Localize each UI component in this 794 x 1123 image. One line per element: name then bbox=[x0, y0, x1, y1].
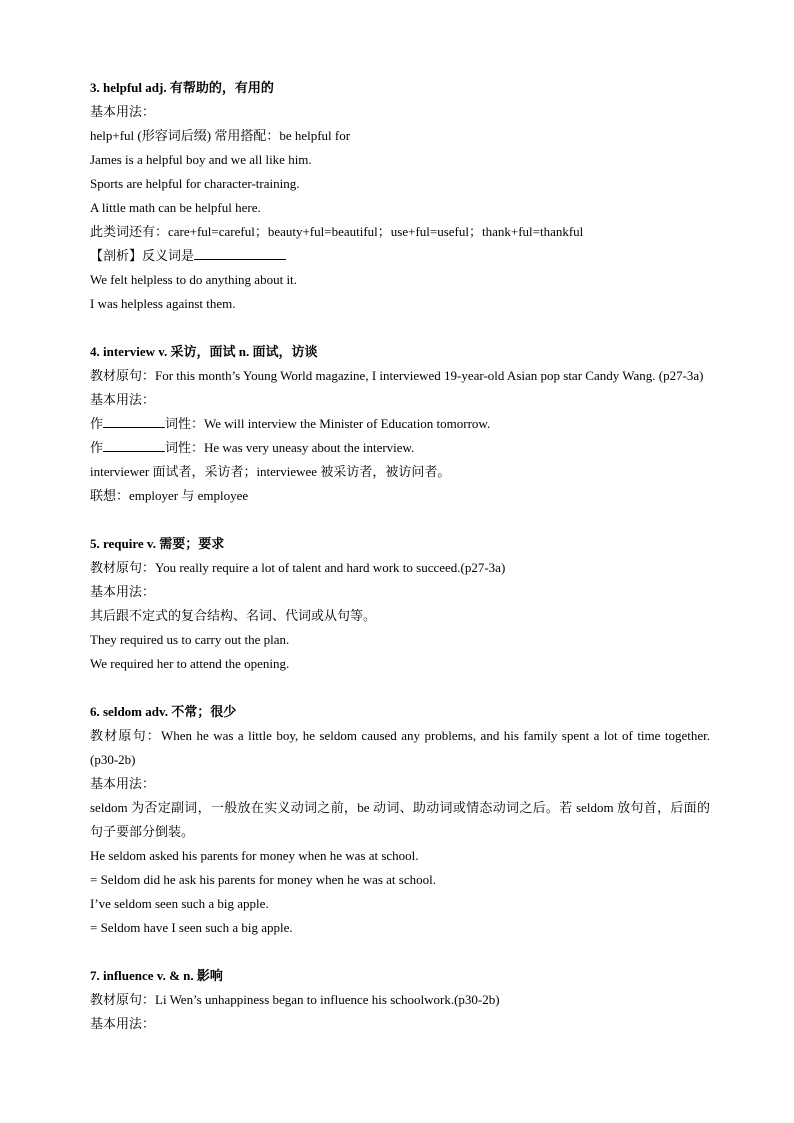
text-line: interviewer 面试者，采访者；interviewee 被采访者，被访问者。 bbox=[90, 464, 451, 479]
example-sentence: We felt helpless to do anything about it. bbox=[90, 272, 297, 287]
example-sentence: Sports are helpful for character-training. bbox=[90, 176, 300, 191]
heading-interview: 4. interview v. 采访，面试 n. 面试，访谈 bbox=[90, 344, 318, 359]
analysis-text: 【剖析】反义词是 bbox=[90, 248, 195, 263]
example-sentence: = Seldom have I seen such a big apple. bbox=[90, 920, 293, 935]
blank-prefix: 作 bbox=[90, 440, 104, 455]
example-sentence: James is a helpful boy and we all like him. bbox=[90, 152, 312, 167]
usage-label: 基本用法： bbox=[90, 104, 156, 119]
fill-blank[interactable] bbox=[103, 437, 165, 452]
example-sentence: We required her to attend the opening. bbox=[90, 656, 290, 671]
spacer bbox=[90, 940, 710, 964]
spacer bbox=[90, 508, 710, 532]
analysis-line bbox=[90, 244, 710, 268]
text-line: 联想：employer 与 employee bbox=[90, 488, 249, 503]
text-line: help+ful (形容词后缀) 常用搭配：be helpful for bbox=[90, 128, 351, 143]
heading-helpful: 3. helpful adj. 有帮助的，有用的 bbox=[90, 80, 274, 95]
usage-label: 基本用法： bbox=[90, 776, 156, 791]
fill-blank[interactable] bbox=[103, 413, 165, 428]
spacer bbox=[90, 316, 710, 340]
text-line: 其后跟不定式的复合结构、名词、代词或从句等。 bbox=[90, 608, 377, 623]
text-line: 此类词还有：care+ful=careful；beauty+ful=beautiful；use+ful=useful；thank+ful=thankful bbox=[90, 224, 584, 239]
spacer bbox=[90, 676, 710, 700]
original-sentence: 教材原句：For this month’s Young World magazine, I interviewed 19-year-old Asian pop star Candy Wang. (p27-3a) bbox=[90, 368, 704, 383]
text-line: seldom 为否定副词，一般放在实义动词之前，be 动词、助动词或情态动词之后。若 seldom 放句首，后面的句子要部分倒装。 bbox=[90, 800, 710, 839]
example-sentence: I’ve seldom seen such a big apple. bbox=[90, 896, 269, 911]
fill-blank[interactable] bbox=[194, 245, 286, 260]
original-sentence: 教材原句：When he was a little boy, he seldom caused any problems, and his family spent a lot of time together. (p30-2b) bbox=[90, 728, 710, 767]
original-sentence: 教材原句：Li Wen’s unhappiness began to influence his schoolwork.(p30-2b) bbox=[90, 992, 500, 1007]
heading-influence: 7. influence v. & n. 影响 bbox=[90, 968, 223, 983]
example-sentence: I was helpless against them. bbox=[90, 296, 236, 311]
usage-label: 基本用法： bbox=[90, 392, 156, 407]
example-sentence: = Seldom did he ask his parents for money when he was at school. bbox=[90, 872, 436, 887]
blank-line bbox=[90, 436, 710, 460]
blank-prefix: 作 bbox=[90, 416, 104, 431]
example-sentence: They required us to carry out the plan. bbox=[90, 632, 290, 647]
original-sentence: 教材原句：You really require a lot of talent and hard work to succeed.(p27-3a) bbox=[90, 560, 506, 575]
heading-require: 5. require v. 需要；要求 bbox=[90, 536, 225, 551]
document-page bbox=[90, 76, 710, 1036]
example-sentence: A little math can be helpful here. bbox=[90, 200, 261, 215]
blank-line bbox=[90, 412, 710, 436]
blank-suffix: 词性：We will interview the Minister of Education tomorrow. bbox=[165, 416, 491, 431]
usage-label: 基本用法： bbox=[90, 1016, 156, 1031]
blank-suffix: 词性：He was very uneasy about the interview. bbox=[165, 440, 415, 455]
heading-seldom: 6. seldom adv. 不常；很少 bbox=[90, 704, 237, 719]
example-sentence: He seldom asked his parents for money when he was at school. bbox=[90, 848, 419, 863]
usage-label: 基本用法： bbox=[90, 584, 156, 599]
